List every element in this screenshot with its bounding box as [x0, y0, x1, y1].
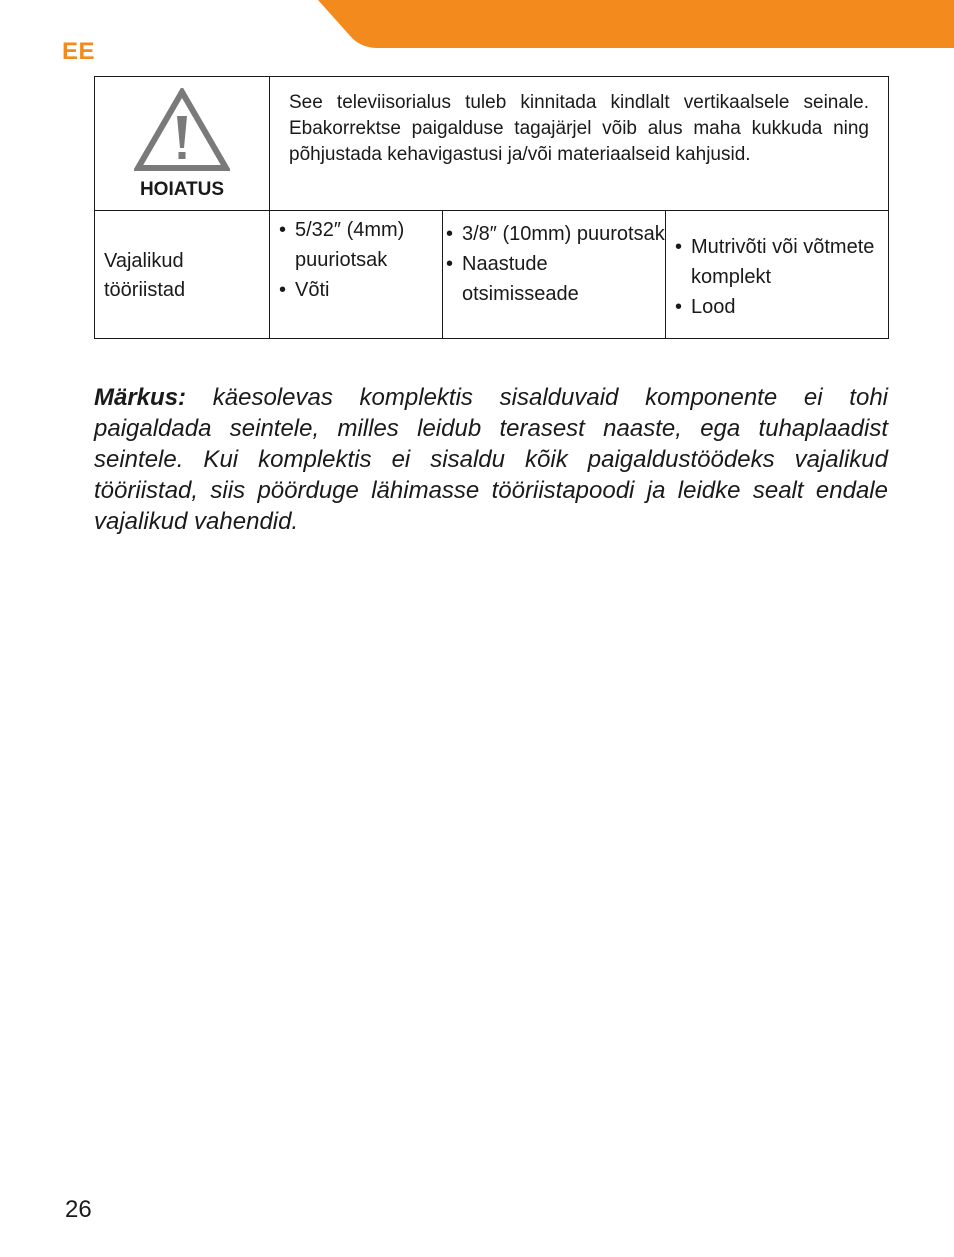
tools-row — [95, 211, 889, 339]
tool-name: Naastude otsimisseade — [462, 253, 579, 305]
warning-label: HOIATUS — [139, 179, 225, 200]
note-text: käesolevas komplektis sisalduvaid komponente ei tohi paigaldada seintele, milles leidub terasest naaste, ega tuhaplaadist seintele. Kui komplektis ei sisaldu kõik paigaldustöödeks vajalikud tööriistad, siis pöörduge lähimasse tööriistapoodi ja leidke sealt endale vajalikud vahendid. — [94, 384, 889, 535]
note-lead: Märkus: — [94, 384, 187, 411]
warning-row — [95, 77, 889, 211]
note-paragraph — [94, 382, 888, 537]
tool-name: Võti — [295, 279, 330, 301]
warning-triangle-icon — [134, 88, 230, 172]
warning-text: See televiisorialus tuleb kinnitada kindlalt vertikaalsele seinale. Ebakorrektse paigalduse tagajärjel võib alus maha kukkuda ning põhjustada kehavigastusi ja/või materiaalseid kahjusid. — [270, 77, 889, 211]
tool-name: Mutrivõti või võtmete komplekt — [691, 236, 875, 288]
orange-header-band — [0, 0, 954, 50]
tools-label: Vajalikud tööriistad — [95, 211, 270, 339]
list-item: • Lood — [675, 296, 736, 318]
tools-column-1 — [270, 211, 443, 339]
list-item: • 5/32″ (4mm) puuriotsak — [279, 219, 405, 271]
list-item: • Mutrivõti või võtmete komplekt — [675, 236, 875, 288]
warning-tools-table — [94, 76, 889, 339]
tools-column-3 — [666, 211, 889, 339]
page-number: 26 — [65, 1196, 92, 1223]
tool-name: Lood — [691, 296, 736, 318]
warning-cell — [95, 77, 270, 211]
list-item: • 3/8″ (10mm) puurotsak — [446, 223, 665, 245]
list-item: • Võti — [279, 279, 330, 301]
tool-name: 3/8″ (10mm) puurotsak — [462, 223, 665, 245]
tool-name: 5/32″ (4mm) puuriotsak — [295, 219, 405, 271]
list-item: • Naastude otsimisseade — [446, 253, 579, 305]
tools-column-2 — [443, 211, 666, 339]
language-tag: EE — [62, 38, 96, 65]
